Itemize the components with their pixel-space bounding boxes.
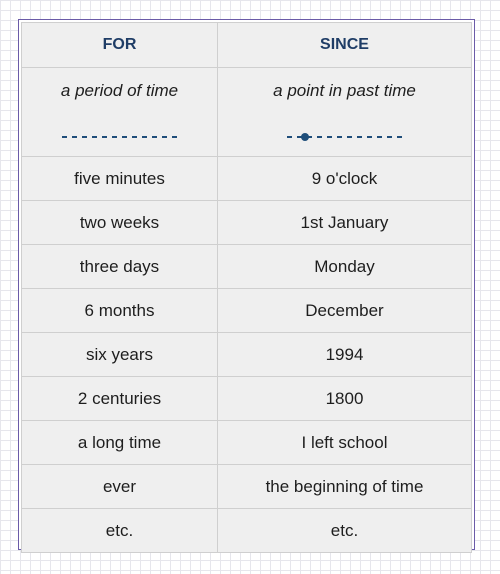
for-cell: ever (22, 465, 218, 509)
table-header-row (22, 23, 472, 68)
since-description-cell (218, 68, 472, 157)
for-cell: 2 centuries (22, 377, 218, 421)
since-cell: Monday (218, 245, 472, 289)
for-since-table (21, 22, 472, 553)
for-cell: a long time (22, 421, 218, 465)
table-row (22, 377, 472, 421)
table-row (22, 201, 472, 245)
table-row (22, 245, 472, 289)
for-cell: etc. (22, 509, 218, 553)
table-row (22, 289, 472, 333)
for-description: a period of time (60, 81, 179, 100)
table-description-row (22, 68, 472, 157)
since-description: a point in past time (273, 81, 416, 100)
for-description-cell (22, 68, 218, 157)
table-row (22, 509, 472, 553)
table-row (22, 421, 472, 465)
header-for: FOR (22, 23, 218, 68)
header-since: SINCE (218, 23, 472, 68)
point-timeline-icon (287, 136, 403, 138)
for-cell: five minutes (22, 157, 218, 201)
for-cell: 6 months (22, 289, 218, 333)
since-cell: the beginning of time (218, 465, 472, 509)
table-body (22, 157, 472, 553)
table-row (22, 157, 472, 201)
since-cell: 1800 (218, 377, 472, 421)
for-cell: six years (22, 333, 218, 377)
period-timeline-icon (62, 136, 178, 138)
since-cell: 1st January (218, 201, 472, 245)
table-frame (18, 19, 475, 550)
for-cell: three days (22, 245, 218, 289)
since-cell: 9 o'clock (218, 157, 472, 201)
since-cell: 1994 (218, 333, 472, 377)
since-cell: etc. (218, 509, 472, 553)
table-row (22, 333, 472, 377)
since-cell: December (218, 289, 472, 333)
for-cell: two weeks (22, 201, 218, 245)
since-cell: I left school (218, 421, 472, 465)
table-row (22, 465, 472, 509)
point-marker-icon (301, 133, 309, 141)
